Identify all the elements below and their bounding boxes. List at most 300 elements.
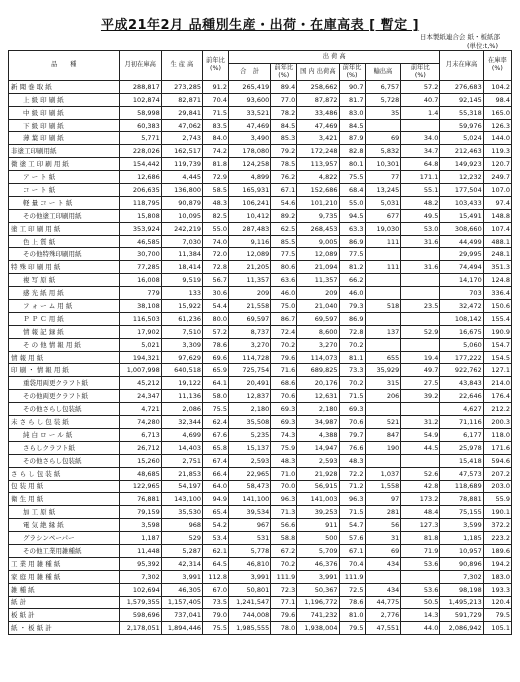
- cell-ratio: 212.2: [483, 403, 511, 416]
- row-label: 塗 工 印 刷 用 紙: [9, 222, 120, 235]
- cell-stock: 26,712: [119, 441, 161, 454]
- cell-dom: 87,872: [297, 93, 339, 106]
- cell-prod-yoy: 67.0: [202, 583, 228, 596]
- cell-dom-yoy: 46.0: [339, 287, 365, 300]
- cell-dom: 47,469: [297, 119, 339, 132]
- cell-exp-yoy: 34.7: [401, 145, 440, 158]
- cell-dom-yoy: 87.9: [339, 132, 365, 145]
- cell-end: 703: [440, 287, 483, 300]
- cell-ratio: 249.7: [483, 171, 511, 184]
- cell-dom-yoy: 84.5: [339, 119, 365, 132]
- cell-prod: 273,285: [161, 80, 202, 93]
- table-row: [9, 403, 512, 416]
- cell-dom-yoy: 111.9: [339, 570, 365, 583]
- cell-end: 149,923: [440, 158, 483, 171]
- cell-exp: 31: [365, 532, 401, 545]
- table-row: [9, 622, 512, 635]
- cell-prod-yoy: 48.3: [202, 196, 228, 209]
- cell-ship: 4,899: [228, 171, 270, 184]
- cell-ship-yoy: 48.3: [271, 454, 297, 467]
- cell-end: 14,170: [440, 274, 483, 287]
- cell-end: 25,978: [440, 441, 483, 454]
- cell-stock: 1,579,355: [119, 596, 161, 609]
- cell-dom-yoy: 72.5: [339, 583, 365, 596]
- cell-exp: 35,929: [365, 364, 401, 377]
- header-begin-stock: 月初在庫高: [119, 51, 161, 81]
- cell-prod-yoy: 69.6: [202, 351, 228, 364]
- cell-stock: 15,808: [119, 209, 161, 222]
- table-row: [9, 184, 512, 197]
- cell-prod-yoy: 79.0: [202, 609, 228, 622]
- cell-dom-yoy: 73.3: [339, 364, 365, 377]
- cell-prod: 82,871: [161, 93, 202, 106]
- cell-ship-yoy: 77.1: [271, 596, 297, 609]
- cell-dom: 911: [297, 519, 339, 532]
- cell-stock: 24,347: [119, 390, 161, 403]
- cell-ratio: 190.9: [483, 325, 511, 338]
- cell-ratio: 207.2: [483, 467, 511, 480]
- cell-dom: 1,196,772: [297, 596, 339, 609]
- cell-dom-yoy: 68.4: [339, 184, 365, 197]
- cell-exp: 521: [365, 416, 401, 429]
- cell-stock: 16,008: [119, 274, 161, 287]
- cell-dom: 114,073: [297, 351, 339, 364]
- cell-ratio: 97.4: [483, 196, 511, 209]
- row-label: Ｐ Ｐ Ｃ 用 紙: [9, 312, 120, 325]
- table-row: [9, 532, 512, 545]
- cell-prod-yoy: 84.0: [202, 132, 228, 145]
- cell-prod: 46,305: [161, 583, 202, 596]
- cell-ship-yoy: 78.2: [271, 106, 297, 119]
- cell-end: 103,433: [440, 196, 483, 209]
- table-row: [9, 93, 512, 106]
- row-label: 色 上 質 紙: [9, 235, 120, 248]
- cell-prod: 3,309: [161, 338, 202, 351]
- cell-ship-yoy: 70.2: [271, 557, 297, 570]
- cell-end: 6,177: [440, 428, 483, 441]
- cell-ship-yoy: 86.7: [271, 312, 297, 325]
- table-body: [9, 80, 512, 634]
- cell-prod: 529: [161, 532, 202, 545]
- row-label: 包 装 用 紙: [9, 480, 120, 493]
- row-label: その他工業用雑種紙: [9, 544, 120, 557]
- cell-ship: 209: [228, 287, 270, 300]
- cell-dom-yoy: 76.6: [339, 441, 365, 454]
- cell-end: 1,495,213: [440, 596, 483, 609]
- cell-ship: 287,483: [228, 222, 270, 235]
- cell-dom-yoy: 86.9: [339, 312, 365, 325]
- cell-ship-yoy: 71.0: [271, 467, 297, 480]
- cell-end: 7,302: [440, 570, 483, 583]
- cell-dom-yoy: 66.2: [339, 274, 365, 287]
- table-row: [9, 235, 512, 248]
- cell-prod-yoy: 72.0: [202, 248, 228, 261]
- cell-exp-yoy: 54.9: [401, 428, 440, 441]
- cell-exp: 1,558: [365, 480, 401, 493]
- cell-prod: 242,219: [161, 222, 202, 235]
- cell-stock: 58,998: [119, 106, 161, 119]
- cell-dom: 33,486: [297, 106, 339, 119]
- cell-ship-yoy: 76.2: [271, 171, 297, 184]
- cell-ship-yoy: 84.5: [271, 119, 297, 132]
- cell-end: 12,232: [440, 171, 483, 184]
- cell-end: 5,024: [440, 132, 483, 145]
- cell-prod-yoy: 53.4: [202, 532, 228, 545]
- cell-ship-yoy: 96.3: [271, 493, 297, 506]
- cell-stock: 45,212: [119, 377, 161, 390]
- table-row: [9, 196, 512, 209]
- cell-exp: 97: [365, 493, 401, 506]
- cell-ship: 178,080: [228, 145, 270, 158]
- cell-ship: 3,270: [228, 338, 270, 351]
- cell-ship-yoy: 71.3: [271, 506, 297, 519]
- cell-end: 43,843: [440, 377, 483, 390]
- cell-prod-yoy: 73.5: [202, 596, 228, 609]
- cell-prod: 61,236: [161, 312, 202, 325]
- row-label: 雑 種 紙: [9, 583, 120, 596]
- cell-exp: 655: [365, 351, 401, 364]
- cell-dom: 14,947: [297, 441, 339, 454]
- cell-ship: 10,412: [228, 209, 270, 222]
- cell-prod: 14,403: [161, 441, 202, 454]
- cell-stock: 102,694: [119, 583, 161, 596]
- cell-ratio: 165.0: [483, 106, 511, 119]
- cell-ship: 265,419: [228, 80, 270, 93]
- cell-ratio: 144.0: [483, 132, 511, 145]
- cell-exp: 47,551: [365, 622, 401, 635]
- cell-dom-yoy: 71.2: [339, 480, 365, 493]
- table-row: [9, 609, 512, 622]
- cell-dom-yoy: 67.1: [339, 544, 365, 557]
- cell-prod-yoy: 71.5: [202, 106, 228, 119]
- table-row: [9, 132, 512, 145]
- cell-prod-yoy: 54.2: [202, 519, 228, 532]
- table-row: [9, 377, 512, 390]
- cell-ship-yoy: 77.5: [271, 248, 297, 261]
- table-row: [9, 557, 512, 570]
- row-label: 家 庭 用 雑 種 紙: [9, 570, 120, 583]
- header-domestic: 国 内 出荷高: [297, 63, 339, 80]
- cell-exp: 206: [365, 390, 401, 403]
- cell-end: 29,995: [440, 248, 483, 261]
- cell-exp: [365, 312, 401, 325]
- cell-dom-yoy: 79.3: [339, 300, 365, 313]
- cell-prod-yoy: 74.0: [202, 235, 228, 248]
- cell-dom-yoy: 77.5: [339, 248, 365, 261]
- cell-ratio: 194.2: [483, 557, 511, 570]
- cell-stock: 38,108: [119, 300, 161, 313]
- cell-prod-yoy: 91.2: [202, 80, 228, 93]
- row-label: 非塗工印刷用紙: [9, 145, 120, 158]
- cell-dom: 20,176: [297, 377, 339, 390]
- row-label: 紙 計: [9, 596, 120, 609]
- cell-prod-yoy: 30.6: [202, 287, 228, 300]
- cell-stock: 154,442: [119, 158, 161, 171]
- unit-note: (単位:t,%): [466, 42, 498, 50]
- cell-ship: 725,754: [228, 364, 270, 377]
- cell-ship: 11,357: [228, 274, 270, 287]
- cell-exp: [365, 570, 401, 583]
- cell-ship: 35,508: [228, 416, 270, 429]
- cell-prod-yoy: 80.0: [202, 312, 228, 325]
- cell-dom: 141,003: [297, 493, 339, 506]
- cell-ratio: 105.1: [483, 622, 511, 635]
- table-row: [9, 428, 512, 441]
- cell-end: 10,957: [440, 544, 483, 557]
- header-export-yoy: 前年比 (%): [401, 63, 440, 80]
- cell-stock: 95,392: [119, 557, 161, 570]
- cell-prod-yoy: 82.5: [202, 209, 228, 222]
- cell-dom: 8,600: [297, 325, 339, 338]
- cell-ship: 967: [228, 519, 270, 532]
- cell-end: 75,155: [440, 506, 483, 519]
- cell-prod: 968: [161, 519, 202, 532]
- cell-ship: 39,534: [228, 506, 270, 519]
- cell-stock: 17,902: [119, 325, 161, 338]
- cell-dom-yoy: 78.6: [339, 596, 365, 609]
- cell-dom-yoy: 70.4: [339, 557, 365, 570]
- cell-end: 98,198: [440, 583, 483, 596]
- cell-ratio: 118.0: [483, 428, 511, 441]
- cell-exp-yoy: 50.5: [401, 596, 440, 609]
- cell-ship: 3,991: [228, 570, 270, 583]
- cell-stock: 76,881: [119, 493, 161, 506]
- cell-stock: 12,686: [119, 171, 161, 184]
- cell-exp-yoy: 27.5: [401, 377, 440, 390]
- table-row: [9, 570, 512, 583]
- cell-prod-yoy: 55.0: [202, 222, 228, 235]
- cell-exp: 10,301: [365, 158, 401, 171]
- cell-exp: 281: [365, 506, 401, 519]
- cell-exp: 6,757: [365, 80, 401, 93]
- cell-prod: 97,629: [161, 351, 202, 364]
- header-production-yoy: 前年比 (%): [202, 51, 228, 81]
- cell-stock: 30,700: [119, 248, 161, 261]
- cell-stock: 46,585: [119, 235, 161, 248]
- cell-ship-yoy: 46.0: [271, 287, 297, 300]
- cell-prod: 10,095: [161, 209, 202, 222]
- cell-prod-yoy: 75.5: [202, 622, 228, 635]
- cell-ratio: 183.0: [483, 570, 511, 583]
- header-production: 生 産 高: [161, 51, 202, 81]
- cell-exp-yoy: 52.9: [401, 325, 440, 338]
- cell-stock: 779: [119, 287, 161, 300]
- cell-exp-yoy: 14.3: [401, 609, 440, 622]
- cell-stock: 79,159: [119, 506, 161, 519]
- table-row: [9, 493, 512, 506]
- cell-stock: 598,696: [119, 609, 161, 622]
- cell-ship: 1,985,555: [228, 622, 270, 635]
- cell-prod: 4,699: [161, 428, 202, 441]
- cell-exp: 19,030: [365, 222, 401, 235]
- cell-ratio: 223.2: [483, 532, 511, 545]
- cell-ship: 9,116: [228, 235, 270, 248]
- table-row: [9, 312, 512, 325]
- cell-ship-yoy: 79.2: [271, 145, 297, 158]
- cell-dom-yoy: 72.2: [339, 467, 365, 480]
- organization-label: 日本製紙連合会 紙・板紙部: [419, 33, 500, 41]
- cell-prod-yoy: 62.4: [202, 416, 228, 429]
- cell-ratio: 214.0: [483, 377, 511, 390]
- cell-prod: 18,414: [161, 261, 202, 274]
- cell-dom: 741,232: [297, 609, 339, 622]
- cell-ratio: 154.7: [483, 338, 511, 351]
- cell-ship: 15,137: [228, 441, 270, 454]
- cell-prod-yoy: 56.7: [202, 274, 228, 287]
- cell-dom: 500: [297, 532, 339, 545]
- cell-dom-yoy: 63.3: [339, 222, 365, 235]
- row-label: 上 級 印 刷 紙: [9, 93, 120, 106]
- cell-dom: 2,593: [297, 454, 339, 467]
- cell-prod-yoy: 67.6: [202, 428, 228, 441]
- cell-exp: 69: [365, 544, 401, 557]
- cell-ship: 12,837: [228, 390, 270, 403]
- row-label: 複 写 原 紙: [9, 274, 120, 287]
- cell-ship: 69,597: [228, 312, 270, 325]
- cell-ship-yoy: 56.6: [271, 519, 297, 532]
- cell-exp: 677: [365, 209, 401, 222]
- cell-ship-yoy: 54.6: [271, 196, 297, 209]
- cell-exp: [365, 403, 401, 416]
- cell-end: 2,086,942: [440, 622, 483, 635]
- cell-exp-yoy: 31.6: [401, 235, 440, 248]
- row-label: 薄 葉 印 刷 紙: [9, 132, 120, 145]
- cell-exp-yoy: 42.8: [401, 480, 440, 493]
- cell-end: 44,499: [440, 235, 483, 248]
- cell-dom-yoy: 81.0: [339, 609, 365, 622]
- cell-ratio: 200.3: [483, 416, 511, 429]
- table-row: [9, 171, 512, 184]
- cell-ratio: 351.3: [483, 261, 511, 274]
- cell-ship: 50,801: [228, 583, 270, 596]
- cell-stock: 116,503: [119, 312, 161, 325]
- cell-end: 22,646: [440, 390, 483, 403]
- cell-exp-yoy: 55.1: [401, 184, 440, 197]
- cell-end: 47,573: [440, 467, 483, 480]
- cell-ship: 8,737: [228, 325, 270, 338]
- cell-prod-yoy: 54.4: [202, 300, 228, 313]
- cell-prod-yoy: 65.8: [202, 441, 228, 454]
- cell-prod: 19,122: [161, 377, 202, 390]
- cell-end: 71,116: [440, 416, 483, 429]
- cell-ratio: 488.1: [483, 235, 511, 248]
- cell-prod-yoy: 67.4: [202, 454, 228, 467]
- cell-prod-yoy: 70.4: [202, 93, 228, 106]
- cell-exp-yoy: 40.7: [401, 93, 440, 106]
- cell-ship: 744,008: [228, 609, 270, 622]
- cell-stock: 288,817: [119, 80, 161, 93]
- cell-ship-yoy: 74.3: [271, 428, 297, 441]
- cell-ship-yoy: 79.6: [271, 609, 297, 622]
- row-label: フ ォ ー ム 用 紙: [9, 300, 120, 313]
- cell-ratio: 104.2: [483, 80, 511, 93]
- table-row: [9, 209, 512, 222]
- cell-exp: [365, 287, 401, 300]
- cell-end: 3,599: [440, 519, 483, 532]
- cell-prod: 1,894,446: [161, 622, 202, 635]
- cell-prod: 42,314: [161, 557, 202, 570]
- cell-ship-yoy: 68.6: [271, 377, 297, 390]
- cell-dom: 689,825: [297, 364, 339, 377]
- cell-ship: 22,965: [228, 467, 270, 480]
- cell-end: 108,142: [440, 312, 483, 325]
- cell-prod-yoy: 58.5: [202, 184, 228, 197]
- cell-dom: 39,253: [297, 506, 339, 519]
- cell-dom: 9,005: [297, 235, 339, 248]
- cell-ratio: 79.5: [483, 609, 511, 622]
- cell-dom-yoy: 86.9: [339, 235, 365, 248]
- cell-exp-yoy: 171.1: [401, 171, 440, 184]
- cell-dom: 3,991: [297, 570, 339, 583]
- cell-ratio: 248.1: [483, 248, 511, 261]
- cell-exp: [365, 248, 401, 261]
- cell-exp-yoy: 53.6: [401, 557, 440, 570]
- cell-exp: 518: [365, 300, 401, 313]
- cell-stock: 11,448: [119, 544, 161, 557]
- cell-dom-yoy: 71.5: [339, 390, 365, 403]
- cell-dom-yoy: 82.8: [339, 145, 365, 158]
- cell-ratio: 55.9: [483, 493, 511, 506]
- table-row: [9, 519, 512, 532]
- table-row: [9, 158, 512, 171]
- cell-end: 4,627: [440, 403, 483, 416]
- table-row: [9, 274, 512, 287]
- cell-end: 922,762: [440, 364, 483, 377]
- cell-exp-yoy: 44.0: [401, 622, 440, 635]
- cell-ship-yoy: 75.9: [271, 441, 297, 454]
- table-row: [9, 454, 512, 467]
- cell-dom: 172,248: [297, 145, 339, 158]
- cell-prod-yoy: 94.9: [202, 493, 228, 506]
- row-label: 工 業 用 雑 種 紙: [9, 557, 120, 570]
- cell-prod-yoy: 75.5: [202, 403, 228, 416]
- cell-ratio: 176.4: [483, 390, 511, 403]
- cell-ship-yoy: 71.6: [271, 364, 297, 377]
- cell-ship: 141,100: [228, 493, 270, 506]
- cell-ratio: 171.6: [483, 441, 511, 454]
- cell-dom: 152,686: [297, 184, 339, 197]
- cell-prod: 7,510: [161, 325, 202, 338]
- cell-prod: 640,518: [161, 364, 202, 377]
- cell-dom-yoy: 70.6: [339, 416, 365, 429]
- cell-end: 5,060: [440, 338, 483, 351]
- cell-dom: 3,421: [297, 132, 339, 145]
- cell-ratio: 190.1: [483, 506, 511, 519]
- row-label: 微 塗 工 印 刷 用 紙: [9, 158, 120, 171]
- cell-end: 212,463: [440, 145, 483, 158]
- cell-exp: [365, 454, 401, 467]
- cell-exp-yoy: 44.5: [401, 441, 440, 454]
- cell-ship-yoy: 72.3: [271, 583, 297, 596]
- cell-ship-yoy: 67.1: [271, 184, 297, 197]
- cell-dom-yoy: 75.5: [339, 171, 365, 184]
- cell-ratio: 120.4: [483, 596, 511, 609]
- row-label: 下 級 印 刷 紙: [9, 119, 120, 132]
- cell-exp: [365, 119, 401, 132]
- cell-ship-yoy: 70.0: [271, 480, 297, 493]
- header-shipments: 出 荷 高: [228, 51, 439, 64]
- row-label: 軽 量 コ ー ト 紙: [9, 196, 120, 209]
- cell-ratio: 148.8: [483, 209, 511, 222]
- cell-exp-yoy: [401, 454, 440, 467]
- cell-prod: 4,445: [161, 171, 202, 184]
- cell-ratio: 154.5: [483, 351, 511, 364]
- table-row: [9, 222, 512, 235]
- cell-prod: 162,517: [161, 145, 202, 158]
- cell-end: 177,504: [440, 184, 483, 197]
- table-row: [9, 351, 512, 364]
- cell-ship: 2,593: [228, 454, 270, 467]
